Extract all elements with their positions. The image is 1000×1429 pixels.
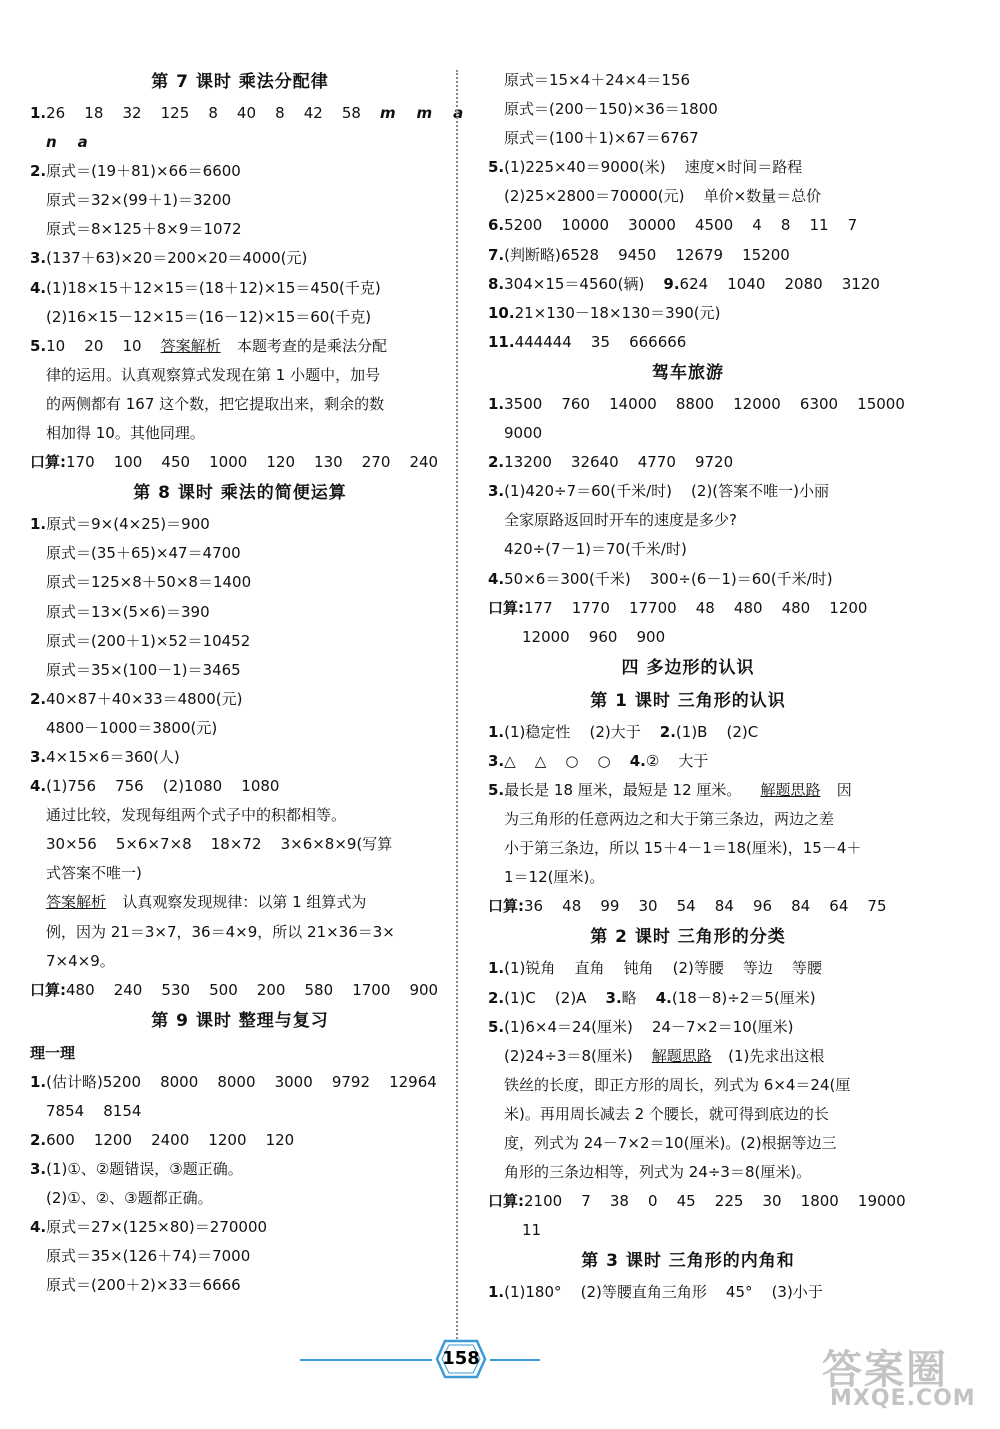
answer-text: 304×15＝4560(辆) bbox=[504, 274, 664, 293]
subsection-heading bbox=[30, 1038, 450, 1068]
question-number: 2. bbox=[659, 722, 676, 741]
answer-line bbox=[30, 215, 450, 244]
answer-text: 480 240 530 500 200 580 1700 900 bbox=[66, 980, 439, 999]
answer-line bbox=[30, 128, 450, 157]
answer-text: 26 18 32 125 8 40 8 42 58 bbox=[46, 104, 381, 122]
answer-line bbox=[30, 656, 450, 685]
answer-text: (1)18×15＋12×15＝(18＋12)×15＝450(千克) bbox=[46, 278, 381, 297]
answer-line bbox=[30, 714, 450, 743]
answer-line bbox=[488, 1129, 888, 1158]
answer-line bbox=[488, 863, 888, 892]
answer-line bbox=[488, 390, 905, 419]
answer-line bbox=[30, 1155, 450, 1184]
answer-line bbox=[488, 299, 888, 328]
answer-text: 7×4×9。 bbox=[46, 951, 115, 970]
answer-text: 相加得 10。其他同理。 bbox=[46, 424, 205, 443]
answer-line bbox=[30, 1126, 450, 1155]
answer-text: 3500 760 14000 8800 12000 6300 15000 bbox=[504, 394, 905, 413]
question-number: 1. bbox=[30, 1072, 47, 1091]
answer-line bbox=[488, 892, 888, 921]
question-number: 4. bbox=[30, 777, 47, 796]
answer-text: (1)①、②题错误，③题正确。 bbox=[46, 1160, 243, 1179]
answer-text: (137＋63)×20＝200×20＝4000(元) bbox=[46, 249, 308, 268]
answer-text: 原式＝(35＋65)×47＝4700 bbox=[46, 544, 241, 563]
question-number: 9. bbox=[663, 274, 680, 293]
answer-keyword: 解题思路 bbox=[760, 780, 821, 799]
italic-answer: n a bbox=[46, 133, 88, 152]
answer-text: 本题考查的是乘法分配 bbox=[222, 336, 387, 355]
question-number: 2. bbox=[30, 1131, 47, 1149]
answer-text: 原式＝35×(100－1)＝3465 bbox=[46, 660, 241, 679]
answer-text: 原式＝35×(126＋74)＝7000 bbox=[46, 1247, 251, 1266]
answer-text: 50×6＝300(千米) 300÷(6－1)＝60(千米/时) bbox=[504, 569, 833, 588]
question-number: 1. bbox=[488, 1283, 505, 1302]
answer-line bbox=[30, 274, 450, 303]
question-number: 3. bbox=[605, 988, 622, 1007]
answer-text: (1)225×40＝9000(米) 速度×时间＝路程 bbox=[504, 158, 803, 177]
answer-text: (2)25×2800＝70000(元) 单价×数量＝总价 bbox=[504, 187, 822, 206]
section-heading bbox=[488, 921, 888, 954]
answer-text: 5200 10000 30000 4500 4 8 11 7 bbox=[504, 216, 858, 235]
question-number: 1. bbox=[488, 394, 505, 413]
answer-text: 小于第三条边，所以 15＋4－1＝18(厘米)，15－4＋ bbox=[504, 839, 862, 858]
answer-text: 第 3 课时 三角形的内角和 bbox=[581, 1251, 795, 1272]
answer-line bbox=[30, 157, 450, 186]
question-number: 5. bbox=[30, 336, 47, 355]
answer-text: 的两侧都有 167 这个数，把它提取出来，剩余的数 bbox=[46, 394, 385, 413]
answer-line bbox=[488, 776, 888, 805]
answer-text: 四 多边形的认识 bbox=[621, 657, 755, 678]
answer-line bbox=[30, 568, 450, 597]
answer-line bbox=[30, 448, 450, 477]
question-number: 1. bbox=[488, 722, 505, 741]
answer-line bbox=[30, 303, 450, 332]
answer-line bbox=[30, 801, 450, 830]
answer-keyword: 解题思路 bbox=[651, 1046, 712, 1065]
answer-text: 170 100 450 1000 120 130 270 240 bbox=[66, 453, 439, 472]
answer-text: 为三角形的任意两边之和大于第三条边，两边之差 bbox=[504, 810, 835, 829]
question-number: 5. bbox=[488, 158, 505, 177]
answer-text: 第 9 课时 整理与复习 bbox=[151, 1010, 329, 1031]
answer-line bbox=[488, 1187, 906, 1216]
answer-text: 9000 bbox=[504, 424, 543, 443]
answer-line bbox=[30, 99, 464, 128]
question-number: 3. bbox=[30, 249, 47, 268]
answer-line bbox=[488, 1278, 888, 1307]
answer-text: 第 7 课时 乘法分配律 bbox=[151, 72, 329, 92]
question-number: 口算: bbox=[488, 897, 524, 916]
answer-line bbox=[30, 1097, 450, 1126]
answer-text: 第 2 课时 三角形的分类 bbox=[590, 927, 786, 948]
answer-line bbox=[488, 153, 888, 182]
question-number: 4. bbox=[488, 569, 505, 588]
answer-line bbox=[488, 1216, 888, 1245]
answer-text: 原式＝(100＋1)×67＝6767 bbox=[504, 129, 699, 148]
answer-text: 认真观察发现规律：以第 1 组算式为 bbox=[108, 893, 367, 912]
question-number: 口算: bbox=[30, 980, 66, 999]
section-heading bbox=[488, 1245, 888, 1278]
answer-line bbox=[30, 1184, 450, 1213]
answer-text: (估计略)5200 8000 8000 3000 9792 12964 bbox=[46, 1072, 437, 1091]
answer-text: 原式＝(200＋1)×52＝10452 bbox=[46, 631, 251, 650]
page-rule-right bbox=[490, 1359, 540, 1361]
question-number: 3. bbox=[488, 482, 505, 501]
answer-text: 21×130－18×130＝390(元) bbox=[514, 303, 721, 322]
answer-text: 原式＝125×8＋50×8＝1400 bbox=[46, 573, 252, 592]
answer-line bbox=[30, 419, 450, 448]
answer-text: 律的运用。认真观察算式发现在第 1 小题中，加号 bbox=[46, 365, 381, 384]
answer-line bbox=[488, 448, 888, 477]
answer-line bbox=[488, 594, 888, 623]
answer-text: 铁丝的长度，即正方形的周长，列式为 6×4＝24(厘 bbox=[504, 1075, 851, 1094]
column-divider bbox=[456, 70, 458, 1342]
answer-line bbox=[488, 419, 888, 448]
answer-text: 原式＝27×(125×80)＝270000 bbox=[46, 1218, 268, 1237]
section-heading bbox=[30, 477, 450, 510]
answer-text: 4800－1000＝3800(元) bbox=[46, 718, 218, 737]
question-number: 4. bbox=[30, 1218, 47, 1237]
answer-text: (2)24÷3＝8(厘米) bbox=[504, 1046, 652, 1065]
answer-line bbox=[488, 182, 888, 211]
answer-text: 驾车旅游 bbox=[652, 362, 724, 383]
answer-line bbox=[30, 888, 450, 917]
answer-text: 度，列式为 24－7×2＝10(厘米)。(2)根据等边三 bbox=[504, 1134, 837, 1152]
answer-text: 原式＝9×(4×25)＝900 bbox=[46, 515, 210, 534]
answer-text: 角形的三条边相等，列式为 24÷3＝8(厘米)。 bbox=[504, 1163, 812, 1182]
answer-line bbox=[488, 241, 888, 270]
answer-keyword: 答案解析 bbox=[46, 893, 107, 912]
answer-line bbox=[30, 743, 450, 772]
answer-line bbox=[30, 186, 450, 215]
answer-text: 420÷(7－1)＝70(千米/时) bbox=[504, 540, 687, 559]
answer-text: 通过比较，发现每组两个式子中的积都相等。 bbox=[46, 806, 347, 825]
answer-line bbox=[30, 830, 450, 859]
section-heading bbox=[488, 685, 888, 718]
answer-text: 第 1 课时 三角形的认识 bbox=[590, 690, 786, 711]
answer-text: 式答案不唯一) bbox=[46, 864, 142, 883]
answer-text: (1)180° (2)等腰直角三角形 45° (3)小于 bbox=[504, 1283, 823, 1302]
question-number: 3. bbox=[30, 1160, 47, 1179]
answer-text: 略 bbox=[621, 988, 656, 1007]
question-number: 4. bbox=[655, 988, 672, 1007]
answer-line bbox=[30, 918, 450, 947]
right-column bbox=[488, 66, 906, 1307]
answer-line bbox=[30, 685, 450, 714]
question-number: 2. bbox=[488, 988, 505, 1007]
question-number: 1. bbox=[30, 104, 47, 122]
answer-line bbox=[30, 772, 450, 801]
answer-line bbox=[30, 1068, 450, 1097]
answer-text: 36 48 99 30 54 84 96 84 64 75 bbox=[524, 897, 887, 916]
answer-text: 30×56 5×6×7×8 18×72 3×6×8×9(写算 bbox=[46, 835, 393, 854]
section-heading bbox=[30, 66, 450, 99]
answer-text: 4×15×6＝360(人) bbox=[46, 747, 180, 766]
answer-text: 原式＝(200＋2)×33＝6666 bbox=[46, 1276, 241, 1295]
answer-line bbox=[30, 627, 450, 656]
question-number: 口算: bbox=[30, 453, 66, 472]
answer-line bbox=[488, 1071, 888, 1100]
answer-text: 原式＝13×(5×6)＝390 bbox=[46, 602, 210, 621]
answer-line bbox=[488, 1100, 888, 1129]
answer-line bbox=[488, 270, 888, 299]
answer-line bbox=[488, 1042, 888, 1071]
answer-text: (1)B (2)C bbox=[675, 722, 759, 741]
answer-line bbox=[30, 1242, 450, 1271]
answer-text: 原式＝15×4＋24×4＝156 bbox=[504, 71, 691, 89]
answer-text: 40×87＋40×33＝4800(元) bbox=[46, 689, 243, 708]
answer-line bbox=[30, 244, 450, 273]
answer-line bbox=[488, 506, 888, 535]
page-number: 158 bbox=[442, 1348, 480, 1369]
question-number: 口算: bbox=[488, 598, 524, 617]
answer-text: 第 8 课时 乘法的简便运算 bbox=[133, 483, 347, 504]
answer-line bbox=[488, 66, 888, 95]
answer-text: 例，因为 21＝3×7，36＝4×9，所以 21×36＝3× bbox=[46, 922, 395, 941]
answer-line bbox=[488, 1158, 888, 1187]
answer-line bbox=[30, 361, 450, 390]
italic-answer: m m a bbox=[380, 104, 464, 122]
left-column bbox=[30, 66, 464, 1301]
answer-text: 10 20 10 bbox=[46, 336, 161, 355]
answer-line bbox=[30, 510, 450, 539]
answer-text: (1)先求出这根 bbox=[713, 1046, 825, 1065]
question-number: 4. bbox=[30, 278, 47, 297]
page-number-badge bbox=[435, 1339, 487, 1379]
answer-line bbox=[488, 805, 888, 834]
answer-line bbox=[30, 539, 450, 568]
answer-line bbox=[30, 1213, 450, 1242]
answer-text: △ △ ○ ○ bbox=[504, 751, 630, 770]
answer-line bbox=[488, 124, 888, 153]
question-number: 6. bbox=[488, 216, 505, 235]
answer-text: 13200 32640 4770 9720 bbox=[504, 453, 734, 472]
answer-text: (2)16×15－12×15＝(16－12)×15＝60(千克) bbox=[46, 307, 372, 326]
question-number: 1. bbox=[488, 959, 505, 978]
answer-line bbox=[30, 976, 450, 1005]
answer-line bbox=[488, 477, 888, 506]
answer-line bbox=[488, 1013, 888, 1042]
answer-line bbox=[488, 954, 888, 983]
answer-line bbox=[488, 565, 888, 594]
answer-text: 原式＝32×(99＋1)＝3200 bbox=[46, 191, 232, 210]
question-number: 口算: bbox=[488, 1192, 524, 1211]
question-number: 5. bbox=[488, 780, 505, 799]
answer-text: (1)6×4＝24(厘米) 24－7×2＝10(厘米) bbox=[504, 1017, 794, 1036]
answer-line bbox=[488, 328, 888, 357]
question-number: 3. bbox=[30, 747, 47, 766]
question-number: 5. bbox=[488, 1017, 505, 1036]
page-rule-left bbox=[300, 1359, 432, 1361]
answer-line bbox=[30, 598, 450, 627]
answer-line bbox=[488, 535, 888, 564]
answer-text: (2)①、②、③题都正确。 bbox=[46, 1189, 213, 1208]
section-heading bbox=[488, 357, 888, 390]
answer-line bbox=[488, 95, 888, 124]
answer-line bbox=[488, 984, 888, 1013]
answer-text: 1＝12(厘米)。 bbox=[504, 868, 605, 887]
answer-line bbox=[488, 747, 888, 776]
answer-text: (1)420÷7＝60(千米/时) (2)(答案不唯一)小丽 bbox=[504, 482, 830, 501]
watermark bbox=[822, 1338, 992, 1418]
answer-text: (判断略)6528 9450 12679 15200 bbox=[504, 245, 790, 264]
answer-line bbox=[488, 211, 888, 240]
answer-line bbox=[30, 947, 450, 976]
answer-text: 177 1770 17700 48 480 480 1200 bbox=[524, 598, 868, 617]
question-number: 10. bbox=[488, 303, 515, 322]
answer-text: 444444 35 666666 bbox=[514, 332, 687, 351]
answer-text: (1)稳定性 (2)大于 bbox=[504, 722, 660, 741]
watermark-logo-text: 答案圈 bbox=[822, 1347, 948, 1393]
answer-text: 2100 7 38 0 45 225 30 1800 19000 bbox=[524, 1192, 906, 1211]
question-number: 7. bbox=[488, 245, 505, 264]
answer-text: 最长是 18 厘米，最短是 12 厘米。 bbox=[504, 780, 761, 799]
section-heading bbox=[488, 652, 888, 685]
answer-text: 7854 8154 bbox=[46, 1101, 142, 1120]
question-number: 11. bbox=[488, 332, 515, 351]
answer-text: 原式＝8×125＋8×9＝1072 bbox=[46, 220, 242, 239]
answer-text: 624 1040 2080 3120 bbox=[679, 274, 880, 293]
section-heading bbox=[30, 1005, 450, 1038]
answer-text: 600 1200 2400 1200 120 bbox=[46, 1131, 295, 1149]
answer-line bbox=[30, 859, 450, 888]
answer-line bbox=[30, 1271, 450, 1300]
answer-text: 原式＝(19＋81)×66＝6600 bbox=[46, 162, 241, 181]
answer-line bbox=[30, 332, 450, 361]
answer-text: 11 bbox=[522, 1221, 542, 1240]
answer-text: 理一理 bbox=[30, 1043, 76, 1062]
answer-line bbox=[488, 718, 888, 747]
answer-text: (1)锐角 直角 钝角 (2)等腰 等边 等腰 bbox=[504, 959, 822, 978]
answer-line bbox=[488, 834, 888, 863]
question-number: 1. bbox=[30, 515, 47, 534]
answer-text: ② 大于 bbox=[645, 751, 709, 770]
question-number: 3. bbox=[488, 751, 505, 770]
watermark-url: MXQE.COM bbox=[830, 1386, 976, 1411]
answer-text: (1)756 756 (2)1080 1080 bbox=[46, 777, 280, 796]
answer-keyword: 答案解析 bbox=[160, 336, 221, 355]
question-number: 8. bbox=[488, 274, 505, 293]
answer-text: 米)。再用周长减去 2 个腰长，就可得到底边的长 bbox=[504, 1104, 829, 1123]
answer-text: (1)C (2)A bbox=[504, 988, 606, 1007]
question-number: 4. bbox=[629, 751, 646, 770]
question-number: 2. bbox=[488, 453, 505, 472]
answer-line bbox=[30, 390, 450, 419]
answer-text: 12000 960 900 bbox=[522, 627, 666, 646]
answer-line bbox=[488, 623, 888, 652]
question-number: 2. bbox=[30, 162, 47, 181]
answer-text: 因 bbox=[822, 780, 852, 799]
answer-text: 原式＝(200－150)×36＝1800 bbox=[504, 100, 718, 119]
answer-text: 全家原路返回时开车的速度是多少? bbox=[504, 511, 737, 530]
question-number: 2. bbox=[30, 689, 47, 708]
answer-text: (18－8)÷2＝5(厘米) bbox=[671, 988, 816, 1007]
